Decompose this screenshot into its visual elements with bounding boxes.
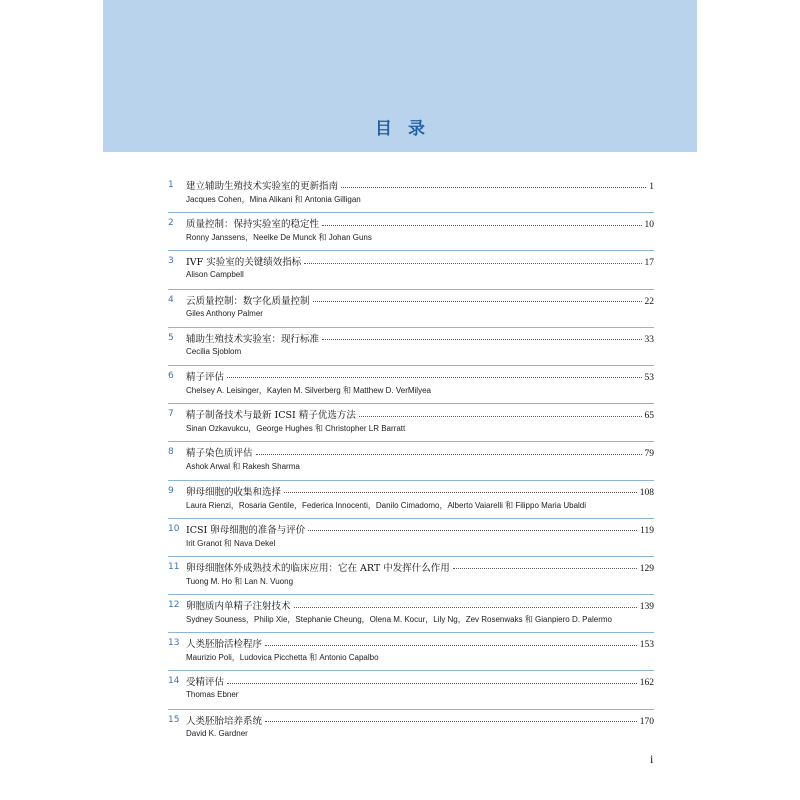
chapter-page-number: 65 xyxy=(644,411,654,422)
header-band xyxy=(103,0,697,152)
dot-leader xyxy=(256,454,642,455)
chapter-page-number: 129 xyxy=(639,563,654,574)
chapter-authors: Tuong M. Ho 和 Lan N. Vuong xyxy=(186,576,294,586)
chapter-title: 卵母细胞的收集和选择 xyxy=(186,486,282,498)
chapter-authors: Jacques Cohen，Mina Alikani 和 Antonia Gilligan xyxy=(186,195,361,204)
chapter-authors: Sydney Souness，Philip Xie，Stephanie Cheung，Olena M. Kocur，Lily Ng，Zev Rosenwaks 和 Gianpiero D. Palermo xyxy=(186,615,612,625)
chapter-number: 9 xyxy=(168,485,174,496)
chapter-title: 受精评估 xyxy=(186,677,225,689)
chapter-authors: David K. Gardner xyxy=(186,728,248,738)
chapter-number: 13 xyxy=(168,638,180,649)
chapter-title: 人类胚胎培养系统 xyxy=(186,715,263,727)
chapter-page-number: 79 xyxy=(644,449,654,460)
chapter-number: 1 xyxy=(168,180,174,190)
chapter-number: 10 xyxy=(168,523,180,534)
toc-entry[interactable] xyxy=(168,328,654,366)
toc-entry[interactable] xyxy=(168,519,654,557)
chapter-title: 建立辅助生殖技术实验室的更新指南 xyxy=(186,181,339,192)
chapter-page-number: 162 xyxy=(639,678,654,689)
chapter-title: IVF 实验室的关键绩效指标 xyxy=(186,257,302,269)
chapter-authors: Sinan Ozkavukcu，George Hughes 和 Christopher LR Barratt xyxy=(186,424,406,434)
dot-leader xyxy=(265,721,637,722)
chapter-authors: Maurizio Poli，Ludovica Picchetta 和 Antonio Capalbo xyxy=(186,653,379,663)
chapter-heading-line xyxy=(186,331,654,345)
toc-entry[interactable] xyxy=(168,481,654,519)
chapter-title: 精子制备技术与最新 ICSI 精子优选方法 xyxy=(186,410,356,422)
chapter-heading-line xyxy=(186,216,654,230)
chapter-title: 人类胚胎活检程序 xyxy=(186,639,263,651)
toc-entry[interactable] xyxy=(168,213,654,251)
chapter-title: ICSI 卵母细胞的准备与评价 xyxy=(186,524,306,536)
chapter-heading-line xyxy=(186,369,654,383)
toc-entry[interactable] xyxy=(168,404,654,442)
chapter-heading-line xyxy=(186,598,654,612)
table-of-contents xyxy=(168,175,654,748)
chapter-title: 精子评估 xyxy=(186,371,225,383)
chapter-title: 精子染色质评估 xyxy=(186,448,253,460)
chapter-page-number: 53 xyxy=(644,372,654,383)
chapter-title: 辅助生殖技术实验室：现行标准 xyxy=(186,333,320,345)
dot-leader xyxy=(322,339,641,340)
chapter-number: 4 xyxy=(168,294,174,305)
chapter-page-number: 1 xyxy=(649,182,654,192)
chapter-page-number: 170 xyxy=(639,716,654,727)
dot-leader xyxy=(227,683,637,684)
chapter-authors: Laura Rienzi，Rosaria Gentile，Federica Innocenti，Danilo Cimadomo，Alberto Vaiarelli 和 Filippo Maria Ubaldi xyxy=(186,500,587,510)
chapter-heading-line xyxy=(186,674,654,688)
chapter-number: 2 xyxy=(168,218,174,229)
chapter-number: 11 xyxy=(168,561,180,572)
chapter-number: 7 xyxy=(168,409,174,420)
chapter-authors: Giles Anthony Palmer xyxy=(186,308,263,318)
chapter-authors: Alison Campbell xyxy=(186,270,244,280)
chapter-page-number: 108 xyxy=(639,487,654,498)
dot-leader xyxy=(265,645,637,646)
chapter-number: 15 xyxy=(168,714,180,725)
chapter-page-number: 153 xyxy=(639,640,654,651)
dot-leader xyxy=(359,416,642,417)
toc-entry[interactable] xyxy=(168,557,654,595)
chapter-authors: Irit Granot 和 Nava Dekel xyxy=(186,538,276,548)
chapter-number: 3 xyxy=(168,256,174,267)
chapter-page-number: 22 xyxy=(644,296,654,307)
chapter-heading-line xyxy=(186,560,654,574)
chapter-heading-line xyxy=(186,636,654,650)
toc-entry[interactable] xyxy=(168,290,654,328)
toc-entry[interactable] xyxy=(168,595,654,633)
dot-leader xyxy=(284,492,637,493)
chapter-page-number: 119 xyxy=(640,525,654,536)
chapter-heading-line xyxy=(186,407,654,421)
chapter-number: 6 xyxy=(168,370,174,381)
toc-entry[interactable] xyxy=(168,366,654,404)
dot-leader xyxy=(453,568,637,569)
toc-entry[interactable] xyxy=(168,175,654,213)
chapter-number: 8 xyxy=(168,447,174,458)
chapter-heading-line xyxy=(186,713,654,727)
toc-entry[interactable] xyxy=(168,633,654,671)
chapter-heading-line xyxy=(186,522,654,536)
dot-leader xyxy=(341,187,646,188)
chapter-authors: Cecilia Sjoblom xyxy=(186,346,242,356)
chapter-title: 质量控制：保持实验室的稳定性 xyxy=(186,219,320,231)
chapter-heading-line xyxy=(186,293,654,307)
toc-entry[interactable] xyxy=(168,671,654,709)
dot-leader xyxy=(304,263,641,264)
chapter-page-number: 33 xyxy=(644,334,654,345)
chapter-page-number: 10 xyxy=(644,220,654,231)
toc-entry[interactable] xyxy=(168,442,654,480)
chapter-authors: Ronny Janssens，Neelke De Munck 和 Johan Guns xyxy=(186,233,372,243)
toc-entry[interactable] xyxy=(168,251,654,289)
chapter-number: 12 xyxy=(168,600,180,611)
chapter-page-number: 139 xyxy=(639,602,654,613)
chapter-authors: Ashok Arwal 和 Rakesh Sharma xyxy=(186,462,300,472)
chapter-authors: Chelsey A. Leisinger，Kaylen M. Silverberg 和 Matthew D. VerMilyea xyxy=(186,385,431,395)
page-title: 目录 xyxy=(375,119,441,139)
chapter-title: 云质量控制：数字化质量控制 xyxy=(186,295,310,307)
chapter-number: 5 xyxy=(168,332,174,343)
chapter-number: 14 xyxy=(168,676,180,687)
chapter-heading-line xyxy=(186,178,654,192)
dot-leader xyxy=(294,607,637,608)
chapter-authors: Thomas Ebner xyxy=(186,690,239,700)
dot-leader xyxy=(322,225,641,226)
dot-leader xyxy=(313,301,642,302)
page-number: i xyxy=(650,752,654,766)
chapter-heading-line xyxy=(186,445,654,459)
dot-leader xyxy=(227,377,641,378)
chapter-page-number: 17 xyxy=(644,258,654,269)
chapter-title: 卵母细胞体外成熟技术的临床应用：它在 ART 中发挥什么作用 xyxy=(186,562,450,574)
chapter-heading-line xyxy=(186,254,654,268)
chapter-heading-line xyxy=(186,484,654,498)
toc-entry[interactable] xyxy=(168,710,654,748)
chapter-title: 卵胞质内单精子注射技术 xyxy=(186,601,291,613)
dot-leader xyxy=(308,530,637,531)
